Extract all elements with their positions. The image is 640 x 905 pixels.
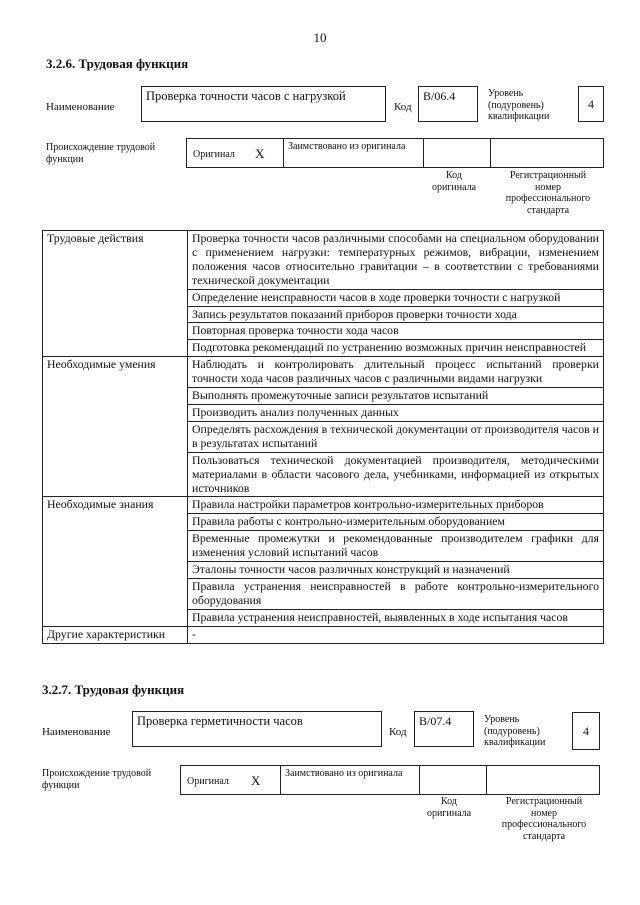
skill-item: Пользоваться технической документацией производителя, методическими материалами в области часового дела, учебниками, информацией из открытых источников: [188, 452, 604, 497]
origin-row: [186, 138, 604, 168]
skill-item: Выполнять промежуточные записи результатов испытаний: [188, 388, 604, 405]
table-row: [43, 626, 604, 643]
other-header: Другие характеристики: [43, 626, 188, 643]
section-title: 3.2.7. Трудовая функция: [42, 682, 185, 697]
reg-number-label: Регистрационный номер профессионального стандарта: [505, 170, 591, 216]
borrowed-label: Заимствовано из оригинала: [285, 768, 403, 779]
name-label: Наименование: [42, 726, 111, 738]
knowledge-item: Правила устранения неисправностей в работе контрольно-измерительного оборудования: [188, 578, 604, 609]
code-box: [414, 711, 474, 747]
divider: [490, 139, 491, 167]
function-name: Проверка герметичности часов: [137, 714, 303, 728]
knowledge-item: Временные промежутки и рекомендованные производителем графики для изменения условий испытаний часов: [188, 531, 604, 562]
page-number: 10: [313, 30, 327, 45]
origin-label: Происхождение трудовой функции: [46, 142, 156, 165]
action-item: Проверка точности часов различными способами на специальном оборудовании с применением нагрузки: температурных режимов, вибрации, изменением положения часов относительно гравитации – в соответствии с требованиями технической документации: [188, 231, 604, 290]
divider: [419, 766, 420, 794]
code-value: B/07.4: [419, 714, 452, 728]
action-item: Определение неисправности часов в ходе проверки точности с нагрузкой: [188, 289, 604, 306]
borrowed-label: Заимствовано из оригинала: [288, 141, 406, 152]
skills-header: Необходимые умения: [43, 357, 188, 497]
knowledge-item: Правила работы с контрольно-измерительным оборудованием: [188, 514, 604, 531]
level-value: 4: [583, 724, 589, 738]
level-box: [572, 712, 600, 750]
section-title: 3.2.6. Трудовая функция: [46, 56, 189, 71]
level-label: Уровень (подуровень) квалификации: [488, 88, 550, 122]
original-mark: X: [251, 773, 261, 788]
code-box: [418, 86, 478, 122]
origin-label: Происхождение трудовой функции: [42, 768, 152, 791]
action-item: Подготовка рекомендаций по устранению возможных причин неисправностей: [188, 340, 604, 357]
table-row: [43, 357, 604, 388]
knowledge-item: Эталоны точности часов различных конструкций и назначений: [188, 562, 604, 579]
origin-row: [180, 765, 600, 795]
name-label: Наименование: [46, 101, 115, 113]
original-label: Оригинал: [187, 776, 229, 787]
function-name: Проверка точности часов с нагрузкой: [146, 89, 346, 103]
other-value: -: [188, 626, 604, 643]
skill-item: Определять расхождения в технической документации от производителя часов и в результатах испытаний: [188, 421, 604, 452]
code-value: B/06.4: [423, 89, 456, 103]
divider: [486, 766, 487, 794]
function-name-box: [141, 86, 386, 122]
function-details-table: [42, 230, 604, 644]
function-name-box: [132, 711, 382, 747]
origin-code-label: Код оригинала: [431, 170, 477, 193]
knowledge-header: Необходимые знания: [43, 497, 188, 626]
level-value: 4: [588, 97, 594, 111]
reg-number-label: Регистрационный номер профессионального стандарта: [501, 796, 587, 842]
actions-header: Трудовые действия: [43, 231, 188, 357]
table-row: [43, 497, 604, 514]
level-box: [578, 86, 604, 122]
origin-code-label: Код оригинала: [426, 796, 472, 819]
divider: [280, 766, 281, 794]
divider: [423, 139, 424, 167]
divider: [283, 139, 284, 167]
action-item: Запись результатов показаний приборов проверки точности хода: [188, 306, 604, 323]
level-label: Уровень (подуровень) квалификации: [484, 714, 546, 748]
knowledge-item: Правила устранения неисправностей, выявленных в ходе испытания часов: [188, 609, 604, 626]
knowledge-item: Правила настройки параметров контрольно-измерительных приборов: [188, 497, 604, 514]
original-label: Оригинал: [193, 149, 235, 160]
code-label: Код: [394, 101, 412, 113]
action-item: Повторная проверка точности хода часов: [188, 323, 604, 340]
code-label: Код: [389, 726, 407, 738]
original-mark: X: [255, 146, 265, 161]
skill-item: Наблюдать и контролировать длительный процесс испытаний проверки точности хода часов различных часов с различными видами нагрузки: [188, 357, 604, 388]
skill-item: Производить анализ полученных данных: [188, 404, 604, 421]
table-row: [43, 231, 604, 290]
